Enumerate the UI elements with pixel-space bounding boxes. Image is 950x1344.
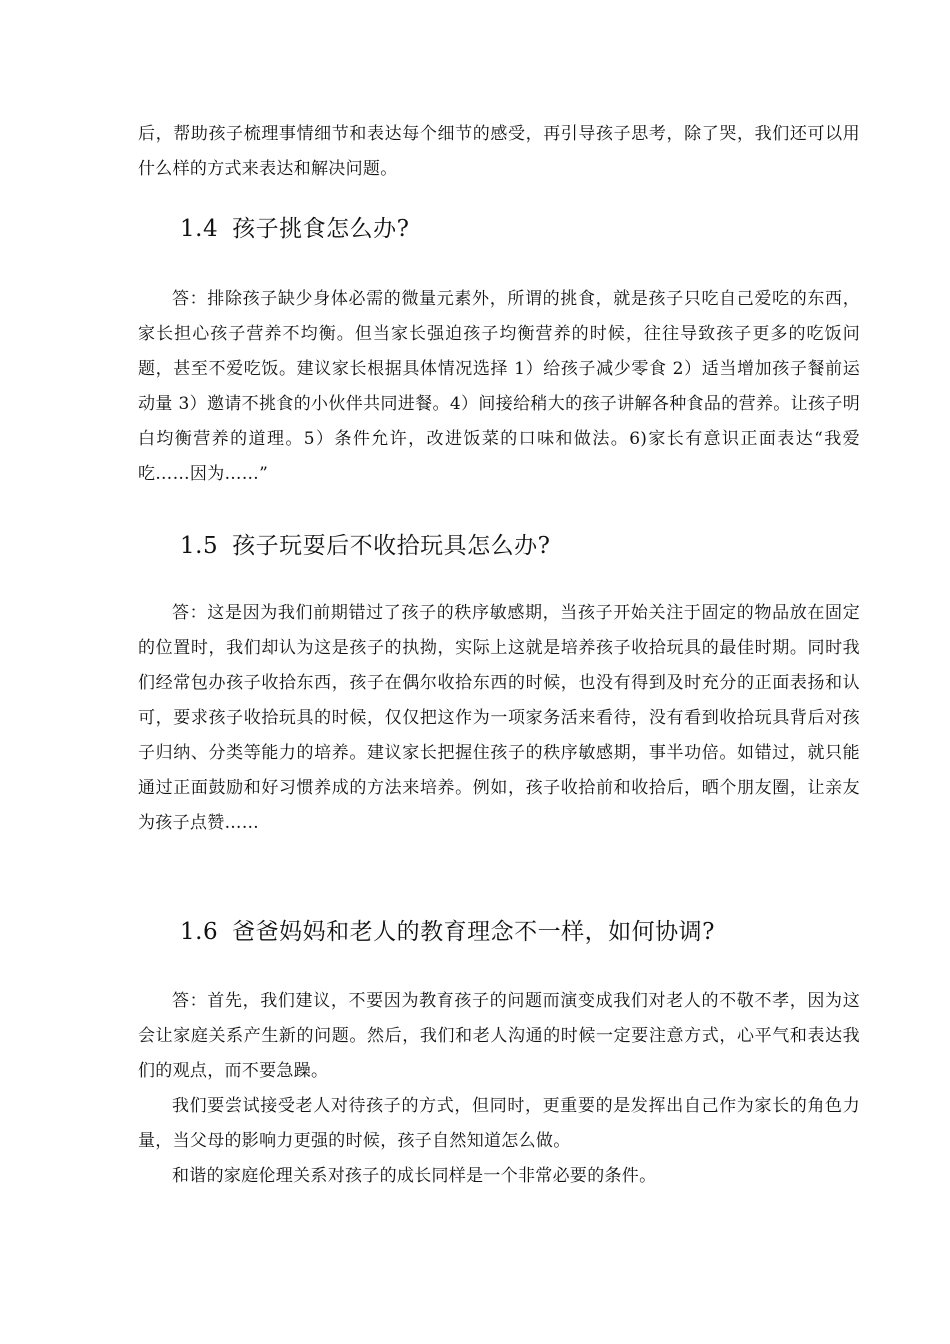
section-number: 1.5 xyxy=(180,533,219,559)
answer-paragraph-1-5: 答：这是因为我们前期错过了孩子的秩序敏感期，当孩子开始关注于固定的物品放在固定的位置时，我们却认为这是孩子的执拗，实际上这就是培养孩子收拾玩具的最佳时期。同时我们经常包办孩子收拾东西，孩子在偶尔收拾东西的时候，也没有得到及时充分的正面表扬和认可，要求孩子收拾玩具的时候，仅仅把这作为一项家务活来看待，没有看到收拾玩具背后对孩子归纳、分类等能力的培养。建议家长把握住孩子的秩序敏感期，事半功倍。如错过，就只能通过正面鼓励和好习惯养成的方法来培养。例如，孩子收拾前和收拾后，晒个朋友圈，让亲友为孩子点赞…… xyxy=(138,603,860,833)
section-title: 孩子玩耍后不收拾玩具怎么办? xyxy=(232,533,551,559)
answer-paragraph-1-4: 答：排除孩子缺少身体必需的微量元素外，所谓的挑食，就是孩子只吃自己爱吃的东西，家长担心孩子营养不均衡。但当家长强迫孩子均衡营养的时候，往往导致孩子更多的吃饭问题，甚至不爱吃饭。建议家长根据具体情况选择 1）给孩子减少零食 2）适当增加孩子餐前运动量 3）邀请不挑食的小伙伴共同进餐。4）间接给稍大的孩子讲解各种食品的营养。让孩子明白均衡营养的道理。5）条件允许，改进饭菜的口味和做法。6)家长有意识正面表达“我爱吃……因为……” xyxy=(138,289,860,484)
answer-paragraph-1-6-c: 和谐的家庭伦理关系对孩子的成长同样是一个非常必要的条件。 xyxy=(172,1166,657,1186)
section-heading-1-6 xyxy=(180,917,860,947)
answer-paragraph-1-6-b: 我们要尝试接受老人对待孩子的方式，但同时，更重要的是发挥出自己作为家长的角色力量，当父母的影响力更强的时候，孩子自然知道怎么做。 xyxy=(138,1096,860,1151)
section-number: 1.6 xyxy=(180,919,219,945)
section-number: 1.4 xyxy=(180,216,219,242)
answer-paragraph-1-6: 答：首先，我们建议，不要因为教育孩子的问题而演变成我们对老人的不敬不孝，因为这会让家庭关系产生新的问题。然后，我们和老人沟通的时候一定要注意方式，心平气和表达我们的观点，而不要急躁。 xyxy=(138,991,860,1081)
section-heading-1-5 xyxy=(180,531,860,561)
continued-paragraph: 后，帮助孩子梳理事情细节和表达每个细节的感受，再引导孩子思考，除了哭，我们还可以用什么样的方式来表达和解决问题。 xyxy=(138,124,860,179)
section-title: 爸爸妈妈和老人的教育理念不一样，如何协调? xyxy=(232,919,715,945)
section-title: 孩子挑食怎么办? xyxy=(232,216,410,242)
section-heading-1-4 xyxy=(180,214,860,244)
